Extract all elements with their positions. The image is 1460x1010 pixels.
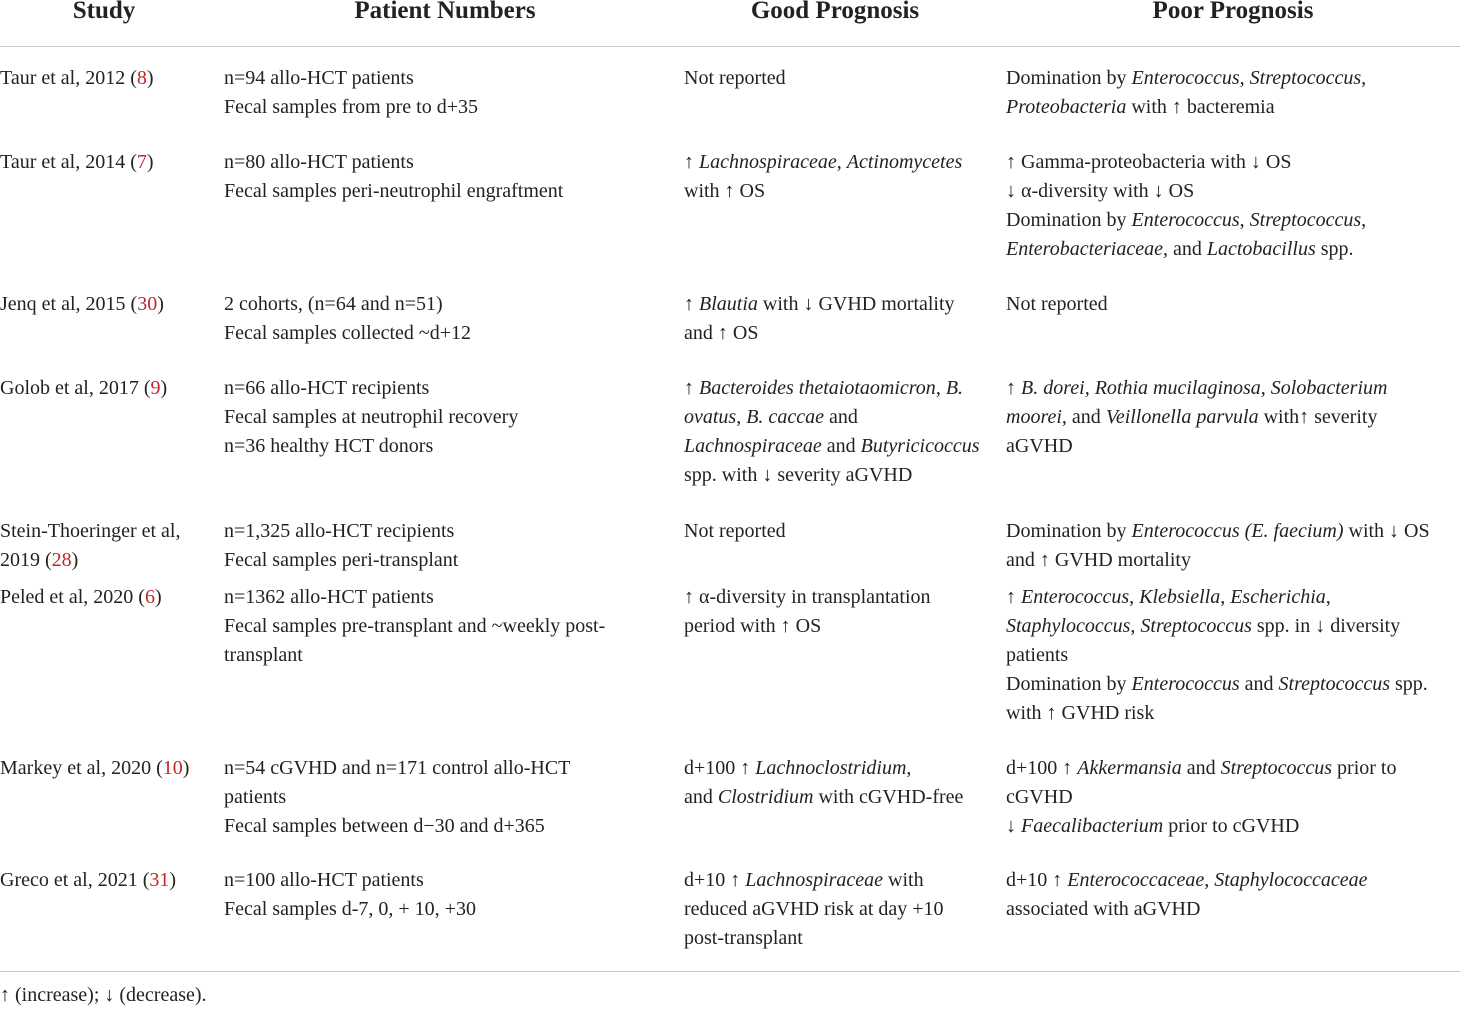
taxon-name: Staphylococcus [1006, 615, 1131, 637]
reference-link[interactable]: 28 [51, 549, 72, 571]
good-prognosis-cell [684, 290, 989, 348]
taxon-name: Staphylococcaceae [1214, 869, 1368, 891]
taxon-name: Faecalibacterium [1021, 815, 1164, 837]
cell-line: ↑ Enterococcus, Klebsiella, Escherichia, [1006, 586, 1331, 608]
study-line: Greco et al, 2021 (31) [0, 869, 177, 891]
patient-numbers-cell [224, 754, 669, 841]
header-rule [0, 46, 1460, 47]
taxon-name: Lachnospiraceae [699, 151, 837, 173]
cell-line: d+10 ↑ Enterococcaceae, Staphylococcaceae [1006, 869, 1368, 891]
patient-numbers-cell [224, 64, 669, 122]
patient-numbers-cell [224, 583, 669, 670]
taxon-name: Lachnoclostridium [755, 757, 907, 779]
patient-line: 2 cohorts, (n=64 and n=51) [224, 293, 443, 315]
study-line: Jenq et al, 2015 (30) [0, 293, 164, 315]
taxon-name: Akkermansia [1077, 757, 1182, 779]
patient-numbers-cell [224, 374, 669, 461]
good-prognosis-cell [684, 866, 989, 953]
table-footnote: ↑ (increase); ↓ (decrease). [0, 984, 207, 1006]
bottom-rule [0, 971, 1460, 972]
reference-link[interactable]: 8 [136, 67, 147, 89]
cell-line: aGVHD [1006, 435, 1073, 457]
taxon-name: Enterococcus [1131, 209, 1240, 231]
taxon-name: Enterococcus (E. faecium) [1131, 520, 1344, 542]
taxon-name: Bacteroides thetaiotaomicron [699, 377, 936, 399]
patient-numbers-cell [224, 290, 669, 348]
cell-line: Domination by Enterococcus, Streptococcus, [1006, 209, 1367, 231]
cell-line: and ↑ OS [684, 322, 759, 344]
poor-prognosis-cell [1006, 64, 1458, 122]
taxon-name: moorei [1006, 406, 1062, 428]
reference-link[interactable]: 9 [150, 377, 161, 399]
cell-line: period with ↑ OS [684, 615, 822, 637]
patient-line: transplant [224, 644, 303, 666]
patient-line: n=54 cGVHD and n=171 control allo-HCT [224, 757, 571, 779]
patient-line: Fecal samples peri-transplant [224, 549, 459, 571]
taxon-name: B. dorei, Rothia mucilaginosa [1021, 377, 1261, 399]
taxon-name: B. caccae [746, 406, 824, 428]
taxon-name: Enterococcaceae [1067, 869, 1205, 891]
cell-line: ↑ Bacteroides thetaiotaomicron, B. [684, 377, 964, 399]
study-line: Stein-Thoeringer et al, [0, 520, 181, 542]
poor-prognosis-cell [1006, 374, 1458, 461]
cell-line: spp. with ↓ severity aGVHD [684, 464, 913, 486]
patient-line: n=1362 allo-HCT patients [224, 586, 434, 608]
patient-numbers-cell [224, 148, 669, 206]
study-cell [0, 866, 215, 895]
cell-line: ↑ B. dorei, Rothia mucilaginosa, Solobacterium [1006, 377, 1388, 399]
study-cell [0, 148, 215, 177]
patient-line: Fecal samples at neutrophil recovery [224, 406, 519, 428]
taxon-name: Butyricicoccus [860, 435, 980, 457]
poor-prognosis-cell [1006, 517, 1458, 575]
patient-line: n=80 allo-HCT patients [224, 151, 414, 173]
patient-line: n=66 allo-HCT recipients [224, 377, 430, 399]
cell-line: Staphylococcus, Streptococcus spp. in ↓ diversity [1006, 615, 1401, 637]
patient-line: n=100 allo-HCT patients [224, 869, 424, 891]
taxon-name: Blautia [699, 293, 758, 315]
cell-line: Domination by Enterococcus, Streptococcus, [1006, 67, 1367, 89]
header-good-prognosis: Good Prognosis [750, 0, 920, 24]
patient-numbers-cell [224, 517, 669, 575]
cell-line: ovatus, B. caccae and [684, 406, 858, 428]
patient-line: Fecal samples pre-transplant and ~weekly post- [224, 615, 606, 637]
taxon-name: ovatus [684, 406, 737, 428]
reference-link[interactable]: 10 [162, 757, 183, 779]
taxon-name: Lachnospiraceae [684, 435, 822, 457]
taxon-name: Enterococcus [1021, 586, 1130, 608]
good-prognosis-cell [684, 374, 989, 490]
patient-line: Fecal samples peri-neutrophil engraftment [224, 180, 564, 202]
cell-line: Domination by Enterococcus (E. faecium) with ↓ OS [1006, 520, 1430, 542]
study-cell [0, 517, 215, 575]
reference-link[interactable]: 31 [149, 869, 170, 891]
patient-line: Fecal samples from pre to d+35 [224, 96, 478, 118]
cell-line: d+100 ↑ Akkermansia and Streptococcus prior to [1006, 757, 1397, 779]
good-prognosis-cell [684, 517, 989, 546]
reference-link[interactable]: 7 [136, 151, 147, 173]
cell-line: ↑ Blautia with ↓ GVHD mortality [684, 293, 955, 315]
study-line: Peled et al, 2020 (6) [0, 586, 162, 608]
cell-line: patients [1006, 644, 1069, 666]
taxon-name: Enterococcus [1131, 67, 1240, 89]
poor-prognosis-cell [1006, 866, 1458, 924]
patient-line: n=1,325 allo-HCT recipients [224, 520, 455, 542]
cell-line: with ↑ OS [684, 180, 766, 202]
patient-line: n=36 healthy HCT donors [224, 435, 434, 457]
cell-line: associated with aGVHD [1006, 898, 1201, 920]
cell-line: moorei, and Veillonella parvula with↑ severity [1006, 406, 1378, 428]
cell-line: Not reported [684, 67, 786, 89]
patient-line: patients [224, 786, 287, 808]
cell-line: Domination by Enterococcus and Streptococcus spp. [1006, 673, 1428, 695]
patient-line: n=94 allo-HCT patients [224, 67, 414, 89]
cell-line: Proteobacteria with ↑ bacteremia [1006, 96, 1275, 118]
taxon-name: Lactobacillus [1206, 238, 1316, 260]
cell-line: ↓ Faecalibacterium prior to cGVHD [1006, 815, 1300, 837]
poor-prognosis-cell [1006, 148, 1458, 264]
cell-line: d+10 ↑ Lachnospiraceae with [684, 869, 924, 891]
reference-link[interactable]: 6 [144, 586, 155, 608]
taxon-name: Streptococcus [1140, 615, 1252, 637]
patient-line: Fecal samples between d−30 and d+365 [224, 815, 545, 837]
cell-line: cGVHD [1006, 786, 1073, 808]
taxon-name: Lachnospiraceae [745, 869, 884, 891]
study-line: Taur et al, 2014 (7) [0, 151, 154, 173]
poor-prognosis-cell [1006, 583, 1458, 728]
good-prognosis-cell [684, 148, 989, 206]
cell-line: ↑ Gamma-proteobacteria with ↓ OS [1006, 151, 1292, 173]
reference-link[interactable]: 30 [137, 293, 158, 315]
taxon-name: Actinomycetes [846, 151, 963, 173]
patient-line: Fecal samples collected ~d+12 [224, 322, 472, 344]
good-prognosis-cell [684, 64, 989, 93]
header-patient-numbers: Patient Numbers [354, 0, 536, 24]
table-header-row [0, 0, 1460, 38]
taxon-name: Escherichia [1230, 586, 1326, 608]
study-line: Golob et al, 2017 (9) [0, 377, 168, 399]
study-cell [0, 290, 215, 319]
cell-line: ↑ Lachnospiraceae, Actinomycetes [684, 151, 963, 173]
study-cell [0, 754, 215, 783]
cell-line: Lachnospiraceae and Butyricicoccus [684, 435, 980, 457]
patient-line: Fecal samples d-7, 0, + 10, +30 [224, 898, 476, 920]
study-cell [0, 64, 215, 93]
taxon-name: Enterobacteriaceae [1006, 238, 1163, 260]
taxon-name: Veillonella parvula [1105, 406, 1259, 428]
cell-line: Not reported [684, 520, 786, 542]
cell-line: ↓ α-diversity with ↓ OS [1006, 180, 1195, 202]
header-poor-prognosis: Poor Prognosis [1152, 0, 1314, 24]
study-cell [0, 583, 215, 612]
cell-line: ↑ α-diversity in transplantation [684, 586, 931, 608]
poor-prognosis-cell [1006, 290, 1458, 319]
taxon-name: Klebsiella [1139, 586, 1221, 608]
study-cell [0, 374, 215, 403]
cell-line: with ↑ GVHD risk [1006, 702, 1155, 724]
study-line: Taur et al, 2012 (8) [0, 67, 154, 89]
cell-line: d+100 ↑ Lachnoclostridium, [684, 757, 912, 779]
taxon-name: Streptococcus [1249, 209, 1362, 231]
taxon-name: Enterococcus [1131, 673, 1240, 695]
taxon-name: Streptococcus [1249, 67, 1362, 89]
patient-numbers-cell [224, 866, 669, 924]
poor-prognosis-cell [1006, 754, 1458, 841]
taxon-name: Proteobacteria [1006, 96, 1127, 118]
taxon-name: Solobacterium [1270, 377, 1388, 399]
header-study: Study [72, 0, 136, 24]
cell-line: Enterobacteriaceae, and Lactobacillus spp. [1006, 238, 1354, 260]
good-prognosis-cell [684, 754, 989, 812]
study-line: Markey et al, 2020 (10) [0, 757, 190, 779]
cell-line: reduced aGVHD risk at day +10 [684, 898, 944, 920]
taxon-name: B. [945, 377, 964, 399]
cell-line: post-transplant [684, 927, 803, 949]
taxon-name: Streptococcus [1278, 673, 1390, 695]
good-prognosis-cell [684, 583, 989, 641]
cell-line: Not reported [1006, 293, 1108, 315]
taxon-name: Clostridium [717, 786, 814, 808]
cell-line: and Clostridium with cGVHD-free [684, 786, 964, 808]
taxon-name: Streptococcus [1220, 757, 1333, 779]
cell-line: and ↑ GVHD mortality [1006, 549, 1191, 571]
study-line: 2019 (28) [0, 549, 79, 571]
